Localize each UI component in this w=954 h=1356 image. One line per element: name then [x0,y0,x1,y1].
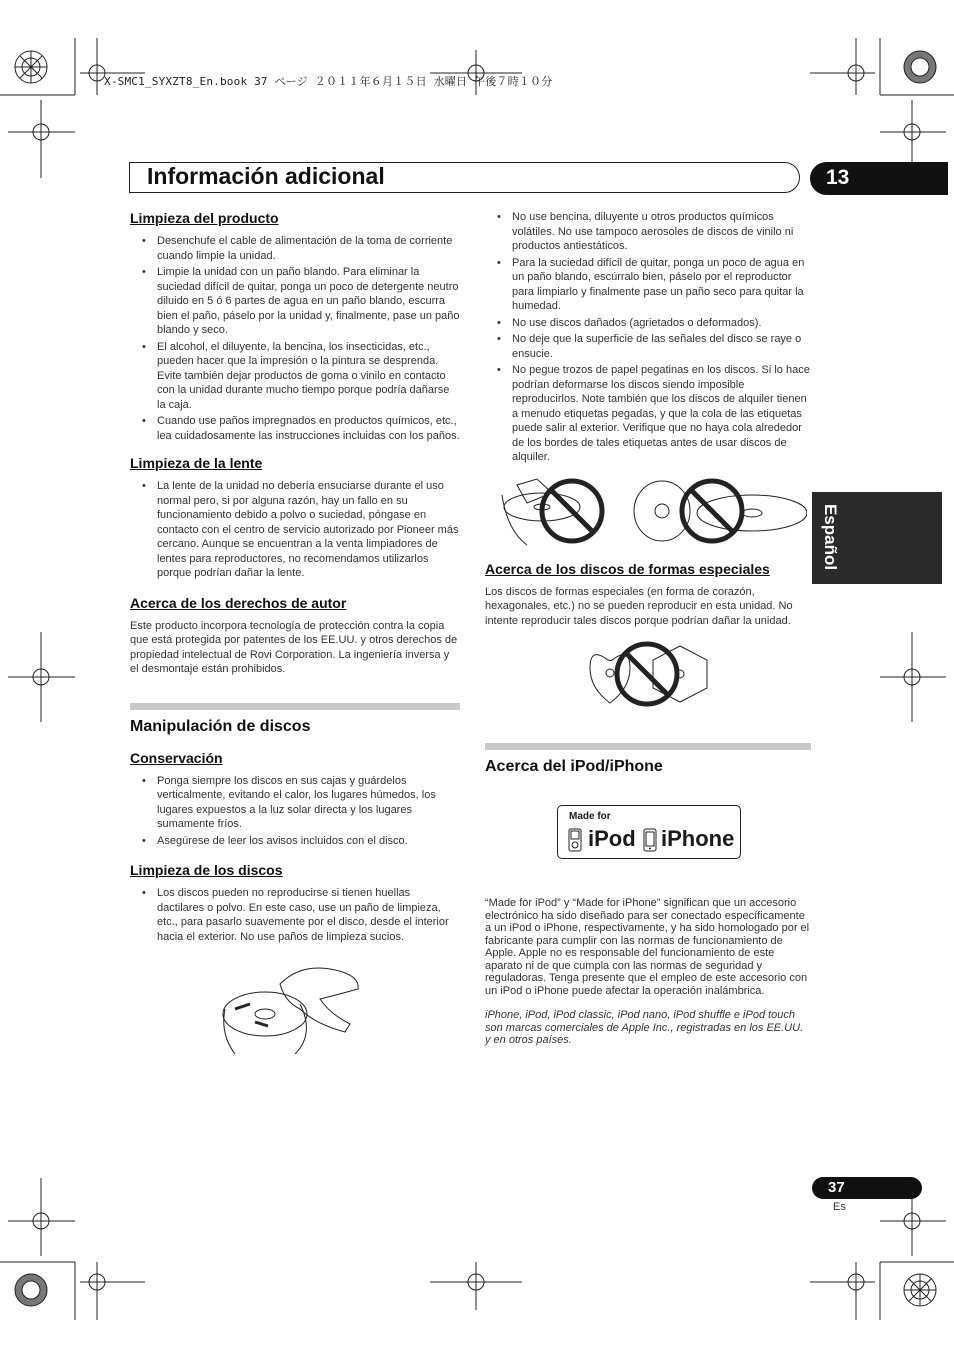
page-language: Es [833,1201,846,1213]
paragraph: “Made for iPod” y “Made for iPhone” significan que un accesorio electrónico ha sido diseñado para ser conectado específicamente a un iPod o iPhone, respectivamente, y ha sido homologado por el fabricante para cumplir con las normas de funcionamiento de Apple. Apple no es responsable del funcionamiento de este aparato ni de que cumpla con las normas de seguridad y reguladoras. Tenga presente que el empleo de este accesorio con un iPod o iPhone puede afectar la operación inalámbrica. [485,897,810,997]
bullet-list [130,479,460,581]
list-item: • No deje que la superficie de las señales del disco se raye o ensucie. [485,332,811,361]
print-header: X-SMC1_SYXZT8_En.book 37 ページ ２０１１年６月１５日 水曜日 午後７時１０分 [104,75,553,88]
page-title: Información adicional [147,163,385,189]
crosshair-icon [810,1262,875,1320]
chapter-badge [810,162,948,195]
section-title: Acerca del iPod/iPhone [485,758,663,775]
left-column [130,210,460,1054]
list-item: • Asegúrese de leer los avisos incluidos con el disco. [130,834,460,849]
bullet-list [130,234,460,443]
iphone-icon [643,828,657,852]
trademark-notice: iPhone, iPod, iPod classic, iPod nano, iPod shuffle e iPod touch son marcas comerciales de Apple Inc., registradas en los EE.UU. y en otros países. [485,1009,804,1046]
list-item: • La lente de la unidad no debería ensuciarse durante el uso normal pero, si por alguna razón, hay un fallo en su funcionamiento debido a polvo o suciedad, póngase en contacto con el centro de servicio autorizado por Pioneer más cercano. Aunque se encuentran a la venta limpiadores de lentes para reproductores, no recomendamos utilizarlos porque podrían dañar la lente. [130,479,460,581]
registration-rosette-icon [904,51,936,83]
section-heading: Limpieza de la lente [130,455,263,471]
crosshair-icon [880,632,946,722]
badge-made-for-label: Made for [569,811,611,822]
crosshair-icon [810,38,875,95]
list-item: • No use discos dañados (agrietados o deformados). [485,316,811,331]
registration-rosette-icon [904,1274,936,1306]
page-number: 37 [828,1179,845,1196]
prohibited-disc-illustration [497,475,807,547]
badge-iphone-label: iPhone [661,826,735,851]
section-heading: Conservación [130,749,223,766]
section-heading: Limpieza del producto [130,210,279,226]
bullet-list [130,886,460,944]
crosshair-icon [8,1178,75,1256]
list-item: • No pegue trozos de papel pegatinas en los discos. Si lo hace podrían deformarse los discos siendo imposible reproducirlos. Note también que los discos de alquiler tienen a menudo etiquetas pegadas, y que la cola de las etiquetas puede salir al exterior. Verifique que no haya cola alrededor de los bordes de tales etiquetas antes de usar discos de alquiler. [485,363,811,465]
section-divider [485,743,811,750]
list-item: • El alcohol, el diluyente, la bencina, los insecticidas, etc., pueden hacer que la impresión o la pintura se desprenda. Evite también dejar productos de goma o vinilo en contacto con la unidad durante mucho tiempo porque podría dañarse la caja. [130,340,460,413]
right-column [485,210,811,786]
language-tab-label: Español [821,503,840,571]
ipod-icon [568,828,582,852]
list-item: • Ponga siempre los discos en sus cajas y guárdelos verticalmente, evitando el calor, los lugares húmedos, los lugares expuestos a la luz solar directa y los lugares sumamente fríos. [130,774,460,832]
special-shape-disc-illustration [585,638,717,708]
list-item: • No use bencina, diluyente u otros productos químicos volátiles. No use tampoco aerosoles de discos de vinilo ni productos antiestáticos. [485,210,811,254]
section-title: Manipulación de discos [130,717,311,735]
paragraph: Este producto incorpora tecnología de protección contra la copia que está protegida por patentes de los EE.UU. y otros derechos de propiedad intelectual de Rovi Corporation. La ingeniería inversa y el desmontaje están prohibidos. [130,619,458,675]
list-item: • Desenchufe el cable de alimentación de la toma de corriente cuando limpie la unidad. [130,234,460,263]
bullet-list [130,774,460,849]
registration-rosette-icon [15,1274,47,1306]
ipod-text-block [485,897,811,1047]
chapter-number: 13 [826,166,850,189]
list-item: • Limpie la unidad con un paño blando. Para eliminar la suciedad difícil de quitar, ponga un poco de detergente neutro diluido en 5 ó 6 partes de agua en un paño blando, escurra bien el paño, páselo por la unidad y, finalmente, pase un paño blando y seco. [130,265,460,338]
crosshair-icon [8,100,75,178]
crosshair-icon [8,632,75,722]
registration-rosette-icon [15,51,47,83]
section-heading: Limpieza de los discos [130,862,283,878]
section-heading: Acerca de los derechos de autor [130,594,347,611]
badge-ipod-label: iPod [588,826,636,851]
list-item: • Cuando use paños impregnados en productos químicos, etc., lea cuidadosamente las instrucciones incluidas con los paños. [130,414,460,443]
disc-wiping-illustration [220,954,370,1054]
made-for-ipod-iphone-badge [557,805,741,859]
paragraph: Los discos de formas especiales (en forma de corazón, hexagonales, etc.) no se pueden reproducir en esta unidad. No intente reproducir tales discos porque podrían dañar la unidad. [485,585,793,627]
section-divider [130,703,460,710]
list-item: • Para la suciedad difícil de quitar, ponga un poco de agua en un paño blando, escúrralo bien, páselo por el reproductor para limpiarlo y finalmente pase un paño seco para quitar la humedad. [485,256,811,314]
crosshair-icon [80,1262,145,1320]
list-item: • Los discos pueden no reproducirse si tienen huellas dactilares o polvo. En este caso, use un paño de limpieza, etc., para pasarlo suavemente por el disco, desde el interior hacia el exterior. No use paños de limpieza sucios. [130,886,460,944]
section-heading: Acerca de los discos de formas especiales [485,560,770,577]
bullet-list [485,210,811,465]
crosshair-icon [430,1262,522,1310]
